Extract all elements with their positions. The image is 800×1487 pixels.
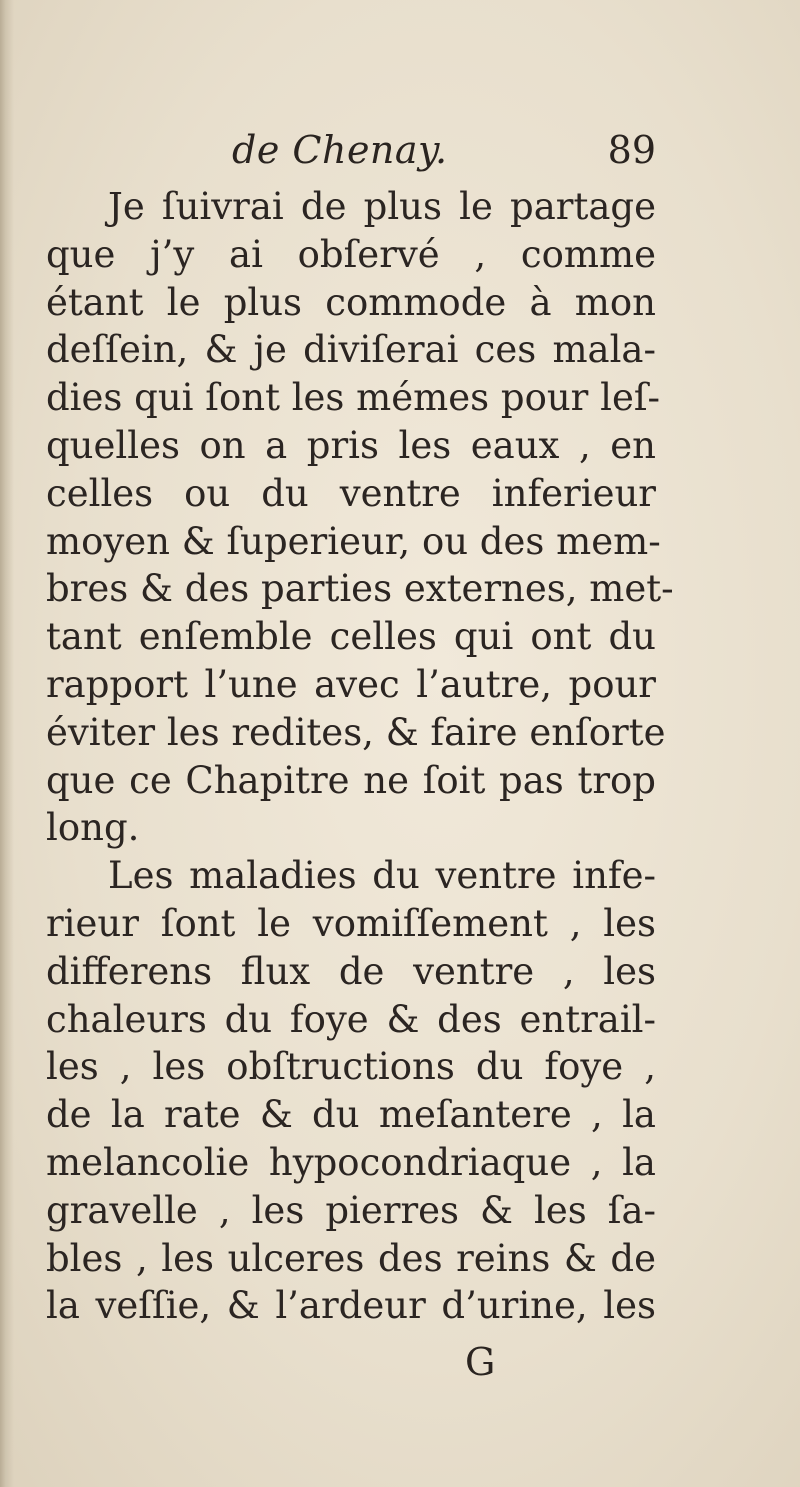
text-line: éviter les redites, & faire enſorte [46,710,666,754]
text-line: deſſein, & je diviſerai ces mala- [46,328,656,372]
text-line: tant enſemble celles qui ont du [46,615,656,659]
text-line: quelles on a pris les eaux , en [46,423,656,467]
text-line: melancolie hypocondriaque , la [46,1140,656,1184]
text-line: bles , les ulceres des reins & de [46,1236,656,1280]
text-line: rieur ſont le vomiſſement , les [46,901,656,945]
text-line: que j’y ai obſervé , comme [46,232,656,276]
text-line: celles ou du ventre inferieur [46,471,656,515]
signature-mark: G [465,1340,496,1384]
text-line: Les maladies du ventre infe- [108,854,656,898]
text-line: la veſſie, & l’ardeur d’urine, les [46,1284,656,1328]
text-line: moyen & ſuperieur, ou des mem- [46,519,661,563]
page-header [46,128,656,178]
text-line: gravelle , les pierres & les ſa- [46,1188,656,1232]
page-number: 89 [607,128,656,172]
text-line: les , les obſtructions du foye , [46,1045,656,1089]
text-line: que ce Chapitre ne ſoit pas trop [46,758,656,802]
text-line: long. [46,806,140,850]
text-line: Je ſuivrai de plus le partage [108,185,656,228]
text-line: de la rate & du meſantere , la [46,1093,656,1137]
text-line: dies qui ſont les mémes pour leſ- [46,376,661,420]
running-head: de Chenay. [232,128,448,172]
text-line: étant le plus commode à mon [46,280,656,324]
text-line: differens flux de ventre , les [46,949,656,993]
spine-shadow [0,0,14,1487]
body-text [46,183,674,1330]
text-line: rapport l’une avec l’autre, pour [46,662,656,706]
text-line: bres & des parties externes, met- [46,567,674,611]
text-line: chaleurs du foye & des entrail- [46,997,656,1041]
